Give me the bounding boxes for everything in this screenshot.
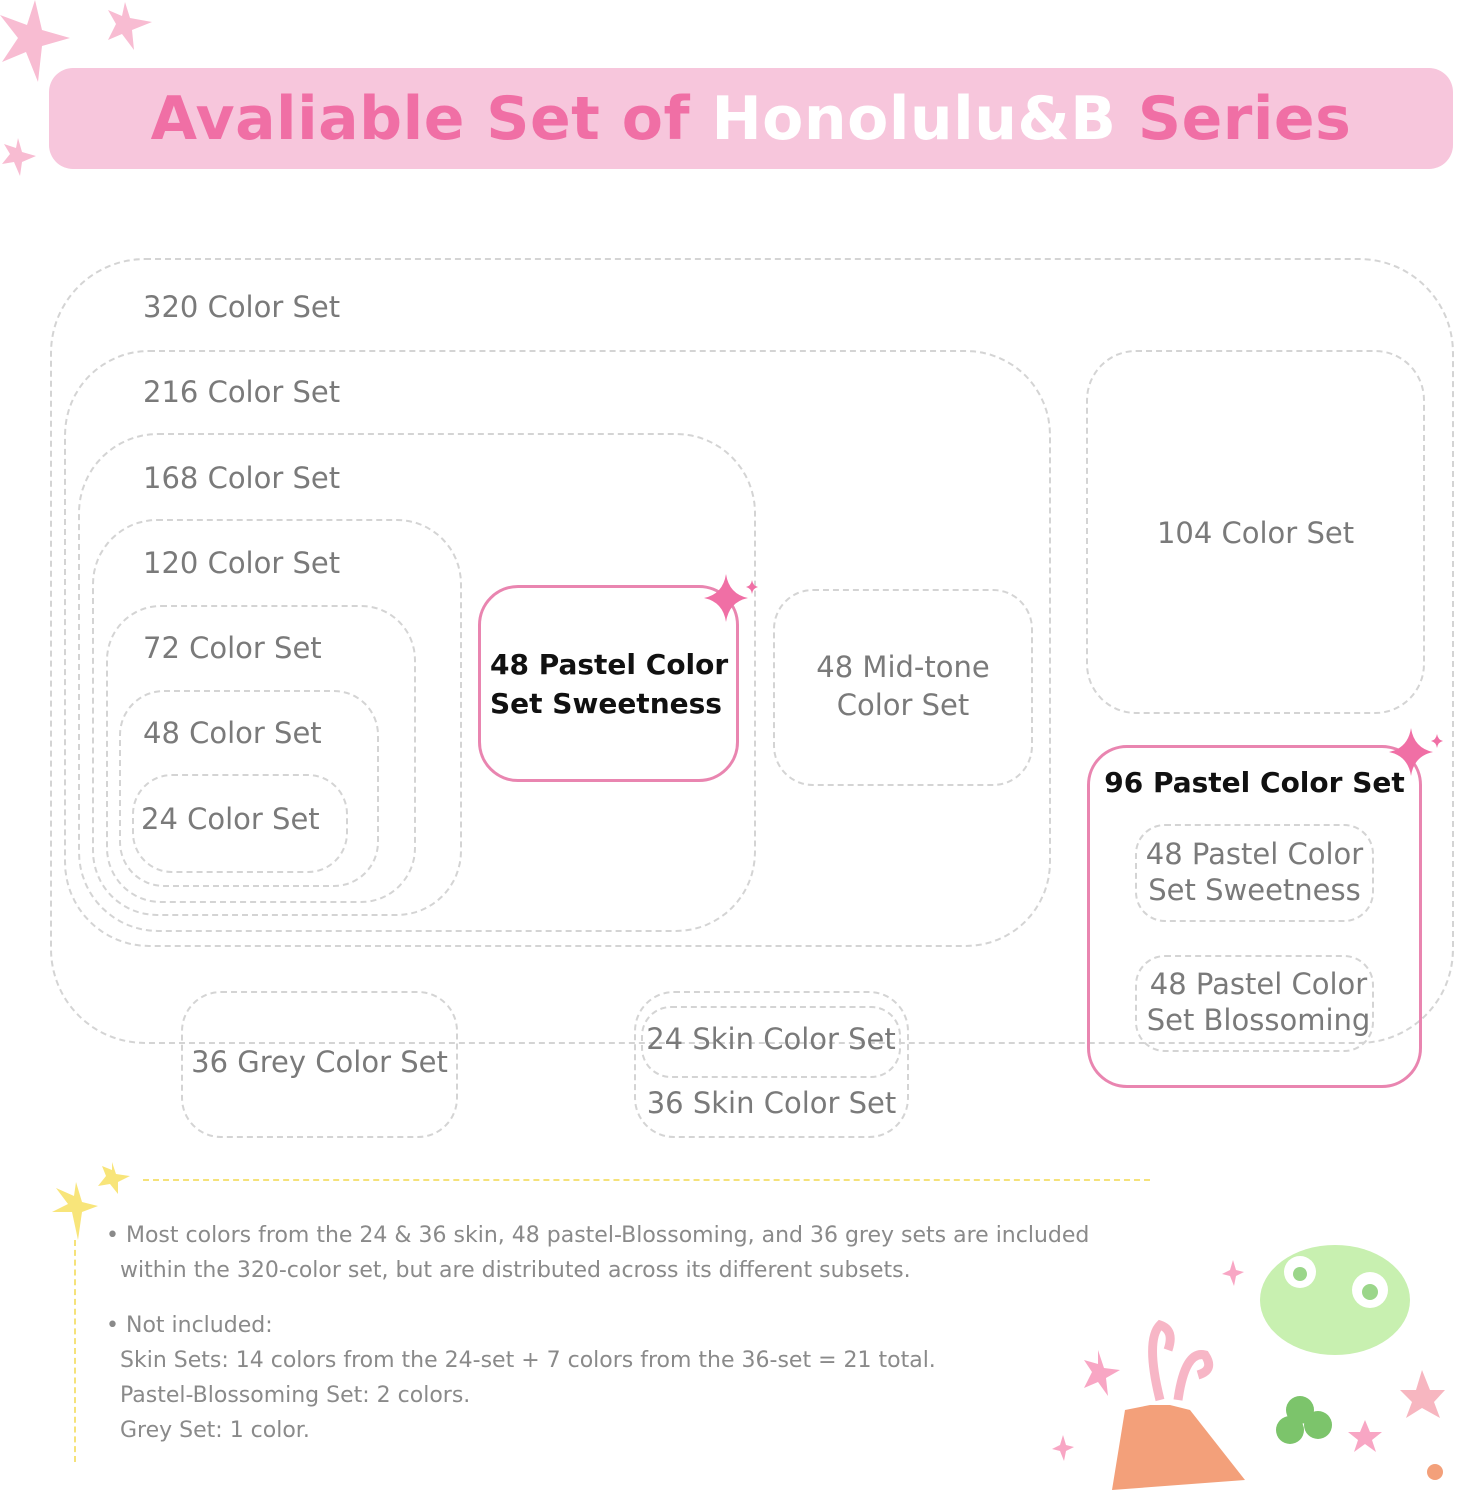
divider-line-vertical <box>74 1240 76 1462</box>
note-included: • Most colors from the 24 & 36 skin, 48 pastel-Blossoming, and 36 grey sets are included within the 320-color set, but are distributed across its different subsets. <box>106 1218 1089 1288</box>
title-suffix: Series <box>1116 83 1352 154</box>
set-72-label: 72 Color Set <box>143 631 322 665</box>
pastel-96-blossoming-label <box>1139 966 1378 1038</box>
sparkle-icon <box>1386 726 1446 780</box>
set-48-label: 48 Color Set <box>143 716 322 750</box>
title-banner <box>49 68 1453 169</box>
label-line: Set Blossoming <box>1146 1003 1371 1037</box>
note-text: within the 320-color set, but are distributed across its different subsets. <box>120 1258 911 1283</box>
note-not-included: • Not included: Skin Sets: 14 colors from the 24-set + 7 colors from the 36-set = 21 total. Pastel-Blossoming Set: 2 colors. Grey Set: 1 color. <box>106 1308 936 1448</box>
skin-24-label: 24 Skin Color Set <box>646 1022 896 1056</box>
set-104-label: 104 Color Set <box>1156 516 1355 550</box>
pastel-96-sweetness-label <box>1135 836 1374 908</box>
label-line: 48 Mid-tone <box>816 650 990 684</box>
pastel-sweetness-label <box>490 645 728 723</box>
note-text: Pastel-Blossoming Set: 2 colors. <box>120 1383 471 1408</box>
label-line: 48 Pastel Color <box>490 648 729 681</box>
set-320-label: 320 Color Set <box>143 290 341 324</box>
label-line: Set Sweetness <box>490 687 722 720</box>
set-120-label: 120 Color Set <box>143 546 341 580</box>
label-line: Color Set <box>836 688 970 722</box>
divider-line <box>143 1179 1150 1181</box>
label-line: Set Sweetness <box>1148 873 1361 907</box>
pastel-96-label: 96 Pastel Color Set <box>1104 766 1405 799</box>
midtone-label <box>773 648 1033 724</box>
volcano-chameleon-illustration <box>1050 1220 1457 1500</box>
skin-36-label: 36 Skin Color Set <box>646 1086 897 1120</box>
set-168-label: 168 Color Set <box>143 461 341 495</box>
set-216-label: 216 Color Set <box>143 375 341 409</box>
title-brand: Honolulu&B <box>711 83 1117 154</box>
label-line: 48 Pastel Color <box>1145 837 1364 871</box>
page-title <box>151 84 1352 154</box>
note-heading: Not included: <box>125 1313 273 1338</box>
note-text: Skin Sets: 14 colors from the 24-set + 7 colors from the 36-set = 21 total. <box>120 1348 936 1373</box>
note-text: Most colors from the 24 & 36 skin, 48 pastel-Blossoming, and 36 grey sets are included <box>125 1223 1090 1248</box>
grey-36-label: 36 Grey Color Set <box>191 1045 448 1079</box>
label-line: 48 Pastel Color <box>1149 967 1368 1001</box>
sparkle-icon <box>702 572 760 626</box>
set-24-label: 24 Color Set <box>141 802 320 836</box>
title-prefix: Avaliable Set of <box>150 83 712 154</box>
note-text: Grey Set: 1 color. <box>120 1418 310 1443</box>
